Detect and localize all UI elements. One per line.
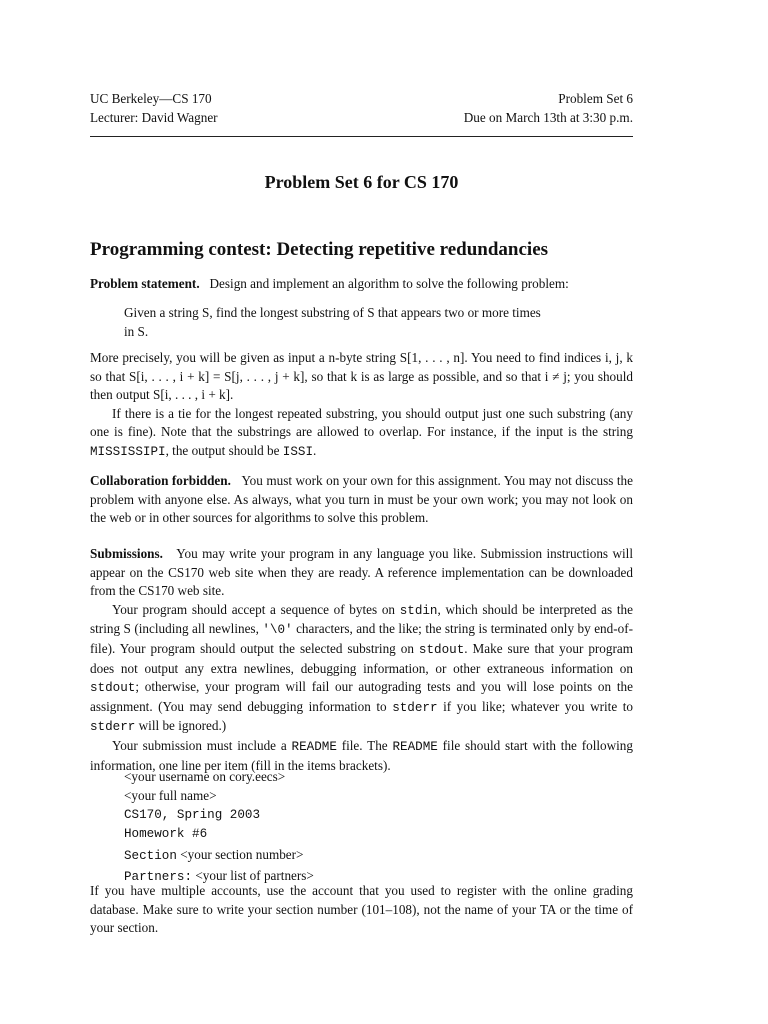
list-item	[124, 845, 314, 866]
section-keyword: Section	[124, 848, 177, 863]
quote-line-2: in S.	[124, 323, 149, 339]
list-item: <your username on cory.eecs>	[124, 769, 286, 784]
submissions-paragraph-2	[90, 601, 633, 737]
stderr-code-2: stderr	[90, 720, 136, 735]
collab-heading: Collaboration forbidden.	[90, 473, 231, 488]
submissions-section	[90, 545, 633, 775]
stdout-code: stdout	[418, 642, 465, 657]
partners-placeholder: <your list of partners>	[192, 868, 314, 884]
due-date: Due on March 13th at 3:30 p.m.	[463, 110, 633, 125]
problem-paragraph-2	[90, 405, 633, 462]
problem-paragraph-1: More precisely, you will be given as input a n-byte string S[1, . . . , n]. You need to find indices i, j, k so that S[i, . . . , i + k] = S[j, . . . , j + k], so that k is as large as possible, and so that i ≠ j; you should then output S[i, . . . , i + k].	[90, 350, 633, 403]
problem-set-label: Problem Set 6	[558, 91, 633, 106]
document-title: Problem Set 6 for CS 170	[264, 172, 459, 192]
section-placeholder: <your section number>	[176, 846, 304, 862]
readme-template-list	[124, 767, 314, 887]
sp3-a: Your submission must include a	[112, 737, 292, 753]
p2-text-c: .	[313, 442, 317, 458]
problem-quote	[124, 304, 604, 341]
partners-keyword: Partners:	[124, 870, 193, 885]
problem-statement	[90, 275, 633, 294]
header-right	[464, 89, 633, 127]
example-output-code: ISSI	[282, 444, 314, 459]
sp2-f: if you like; whatever you write to	[437, 698, 633, 714]
list-item: CS170, Spring 2003	[124, 807, 261, 822]
list-item: Homework #6	[124, 827, 208, 842]
problem-intro: Design and implement an algorithm to solve the following problem:	[209, 276, 569, 291]
collaboration-section	[90, 472, 633, 528]
sp3-c: file should start with the following information, one line per item (fill in the items brackets).	[90, 737, 633, 773]
stdout-code-2: stdout	[90, 681, 136, 696]
example-input-code: MISSISSIPI	[90, 444, 166, 459]
problem-heading: Problem statement.	[90, 276, 200, 291]
section-title: Programming contest: Detecting repetitive redundancies	[90, 239, 549, 260]
collab-text: You must work on your own for this assignment. You may not discuss the problem with anyone else. As always, what you turn in must be your own work; you may not look on the web or in other sources for algorithms to solve this problem.	[90, 473, 634, 526]
quote-line-1: Given a string S, find the longest substring of S that appears two or more times	[124, 305, 541, 320]
lecturer-name: Lecturer: David Wagner	[90, 110, 218, 125]
sp3-b: file. The	[336, 737, 393, 753]
header-divider	[90, 136, 633, 137]
submissions-paragraph-1: You may write your program in any language you like. Submission instructions will appear on the CS170 web site when they are ready. A reference implementation can be downloaded from the CS170 web site.	[90, 546, 634, 599]
sp2-a: Your program should accept a sequence of bytes on	[112, 601, 400, 617]
sp2-e: ; otherwise, your program will fail our autograding tests and you will lose points on the assignment. (You may send debugging information to	[90, 679, 633, 714]
problem-paragraphs	[90, 349, 633, 462]
sp2-d: . Make sure that your program does not output any extra newlines, debugging information, or other extraneous information on	[90, 640, 633, 676]
nul-char-code: '\0'	[262, 623, 293, 638]
submissions-heading: Submissions.	[90, 546, 163, 561]
list-item: <your full name>	[124, 788, 217, 804]
stderr-code: stderr	[392, 700, 438, 715]
header-left	[90, 89, 218, 127]
course-name: UC Berkeley—CS 170	[90, 91, 212, 106]
p2-text-b: , the output should be	[165, 442, 283, 458]
readme-code: README	[291, 739, 337, 754]
sp2-c: characters, and the like; the string is terminated only by end-of-file). Your program should output the selected substring on	[90, 621, 634, 656]
sp2-g: will be ignored.)	[135, 718, 227, 734]
readme-code-2: README	[392, 739, 438, 754]
closing-paragraph: If you have multiple accounts, use the account that you used to register with the online grading database. Make sure to write your section number (101–108), not the name of your TA or the time of your section.	[90, 883, 633, 936]
stdin-code: stdin	[399, 603, 438, 618]
p2-text-a: If there is a tie for the longest repeated substring, you should output just one such substring (any one is fine). Note that the substrings are allowed to overlap. For instance, if the input is the string	[90, 405, 633, 440]
sp2-b: , which should be interpreted as the string S (including all newlines,	[90, 601, 633, 637]
